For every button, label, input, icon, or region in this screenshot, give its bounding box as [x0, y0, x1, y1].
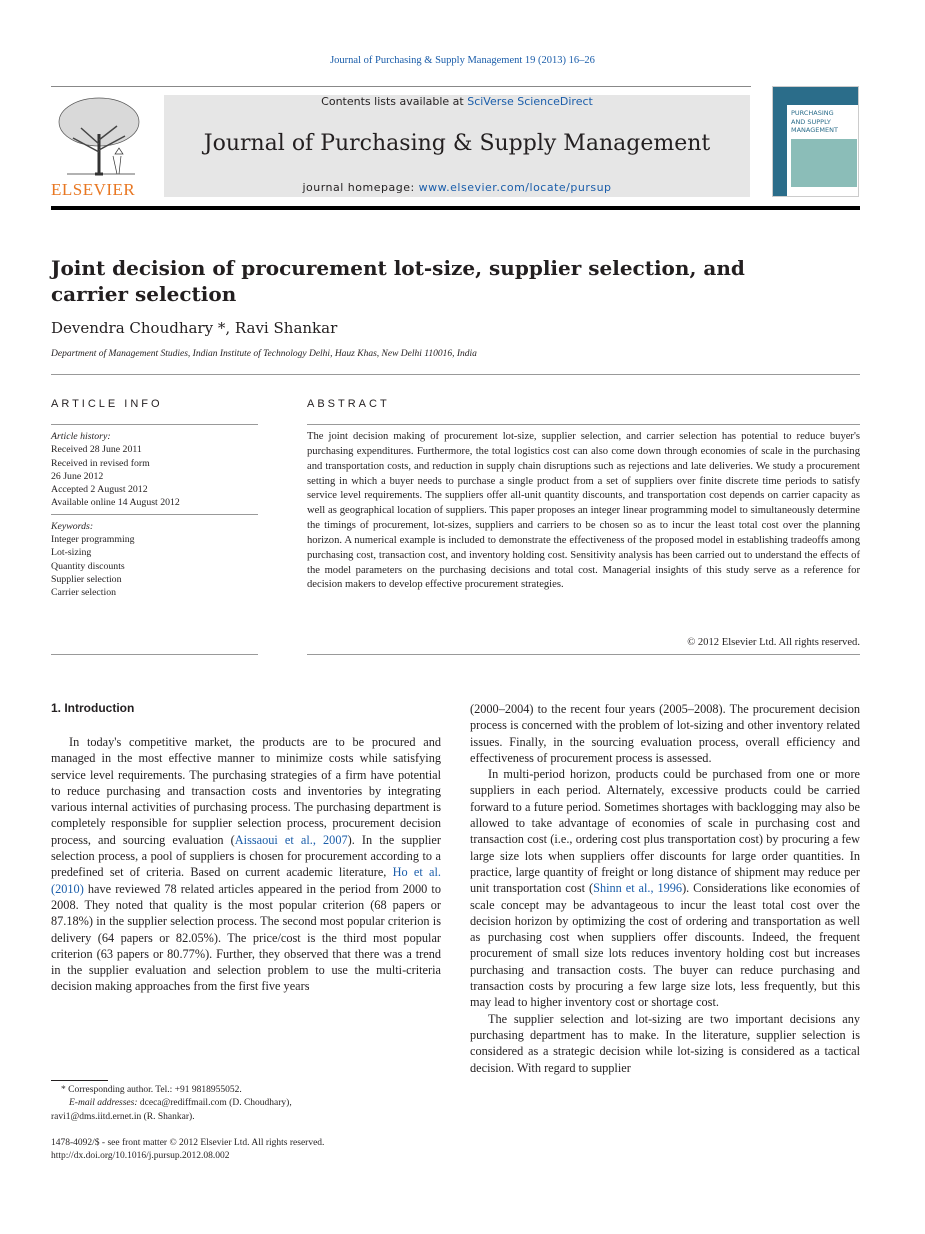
- email-address[interactable]: dceca@rediffmail.com (D. Choudhary),: [137, 1098, 292, 1109]
- paragraph: [470, 766, 860, 1010]
- doi-link[interactable]: http://dx.doi.org/10.1016/j.pursup.2012.08.002: [51, 1151, 230, 1162]
- corresponding-author-note: * Corresponding author. Tel.: +91 9818955052.: [61, 1085, 242, 1095]
- contents-prefix: Contents lists available at: [321, 95, 468, 108]
- footnotes: [51, 1084, 441, 1124]
- contents-line: [164, 95, 750, 108]
- body-text: In multi-period horizon, products could be purchased from one or more suppliers in each period. Alternately, excessive products could be carried forward to a future period. Sometimes shortages with backlogging may also be allowed to take advantage of economies of scale in purchasing cost and transaction cost (i.e., ordering cost plus transportation cost) by procuring a few large size lots when suppliers offer discounts for large order quantities. In practice, large quantity of freight or long distance of shipment may reduce per unit transportation cost (: [470, 767, 860, 896]
- body-text: In today's competitive market, the products are to be procured and managed in the most effective manner to minimize costs while satisfying service level requirements. The purchasing strategies of a firm have potential to reduce purchasing and transaction costs and inventories by integrating various internal activities of purchasing process. The purchasing department is completely responsible for supplier selection process, procurement decision process, and sourcing evaluation (: [51, 735, 441, 847]
- journal-header-banner: [164, 95, 750, 197]
- cover-title-line: AND SUPPLY: [791, 117, 831, 126]
- affiliation-rule: [51, 374, 860, 375]
- cover-title-line: MANAGEMENT: [791, 126, 838, 134]
- email-address[interactable]: ravi1@dms.iitd.ernet.in (R. Shankar).: [51, 1111, 195, 1122]
- keyword: Supplier selection: [51, 573, 122, 585]
- cover-topbar: [773, 87, 858, 105]
- cover-artwork: [791, 139, 857, 187]
- footnote-rule: [51, 1080, 108, 1081]
- elsevier-wordmark: ELSEVIER: [51, 180, 136, 199]
- header-thick-rule: [51, 206, 860, 210]
- article-info-rule-top: [51, 424, 258, 425]
- cover-sidebar: [773, 105, 787, 197]
- sciencedirect-link[interactable]: SciVerse ScienceDirect: [467, 95, 593, 108]
- header-rule: [51, 86, 751, 87]
- keywords-label: Keywords:: [51, 520, 94, 532]
- abstract-heading: ABSTRACT: [307, 398, 390, 410]
- copyright: © 2012 Elsevier Ltd. All rights reserved.: [687, 637, 860, 648]
- keyword: Quantity discounts: [51, 560, 125, 572]
- body-text: have reviewed 78 related articles appeared in the period from 2000 to 2008. They noted that quality is the most popular criterion (68 papers or 87.18%) in the supplier selection process. The second most popular criterion is delivery (64 papers or 82.05%). The price/cost is the third most popular criterion (63 papers or 80.77%). Further, they observed that there was a trend in the supplier evaluation and selection problem to use the multi-criteria decision making approaches from the first five years: [51, 881, 441, 994]
- history-item: 26 June 2012: [51, 470, 104, 482]
- body-column-left: [51, 734, 441, 995]
- affiliation: Department of Management Studies, Indian Institute of Technology Delhi, Hauz Khas, New Delhi 110016, India: [51, 349, 477, 359]
- citation-link[interactable]: Aissaoui et al., 2007: [234, 832, 348, 847]
- body-text: ). Considerations like economies of scale concept may be advantageous to incur the least total cost over the decision horizon by optimizing the cost of ordering and transportation as well as purchasing cost when suppliers offer discounts. Indeed, the frequent procurement of small size lots reduces inventory holding cost but increases purchasing and transaction costs. The buyer can reduce purchasing and transaction costs by procuring a few large size lots, less frequently, but this may lead to higher inventory cost or shortage cost.: [470, 881, 860, 1010]
- cover-title: [791, 109, 838, 135]
- paragraph: The supplier selection and lot-sizing are two important decisions any purchasing department has to make. In the literature, supplier selection is considered as a strategic decision while lot-sizing is considered as a tactical decision. With regard to supplier: [470, 1011, 860, 1075]
- citation-link[interactable]: Shinn et al., 1996: [593, 881, 683, 896]
- body-text: ). In the supplier selection process, a pool of suppliers is chosen for procurement according to a predefined set of criteria. Based on current academic literature,: [51, 832, 441, 880]
- journal-title: Journal of Purchasing & Supply Management: [203, 131, 711, 156]
- journal-reference[interactable]: Journal of Purchasing & Supply Management 19 (2013) 16–26: [330, 55, 595, 66]
- body-column-right: [470, 701, 860, 1076]
- homepage-prefix: journal homepage:: [302, 181, 419, 194]
- keyword: Integer programming: [51, 534, 135, 546]
- article-info-heading: ARTICLE INFO: [51, 398, 163, 410]
- abstract-text: The joint decision making of procurement lot-size, supplier selection, and carrier selection has potential to reduce buyer's purchasing expenditures. Furthermore, the total logistics cost can also come down through economies of scale in the purchasing and transportation costs, and reduction in supply chain disruptions such as rejections and late deliveries. We study a procurement setting in which a buyer needs to purchase a single product from a set of suppliers over finite discrete time periods to satisfy service level requirements. The suppliers offer all-unit quantity discounts, and transportation cost depends on carrier capacity as well as geographical location of suppliers. This paper proposes an integer linear programming model to simultaneously determine the timings of procurement, lot-sizes, suppliers and carriers to be chosen so as to incur the least total cost over the planning horizon. A numerical example is included to demonstrate the effectiveness of the proposed model in establishing tradeoffs among purchasing cost, transaction cost, and inventory holding cost. Sensitivity analysis has been carried out to understand the effects of the model parameters on the purchasing decisions and total cost. Managerial insights of this study serve as a reference for decision makers to develop effective procurement strategies.: [307, 431, 860, 591]
- article-info-rule-mid: [51, 514, 258, 515]
- article-info: [51, 430, 258, 600]
- section-heading-introduction: 1. Introduction: [51, 701, 135, 715]
- keyword: Carrier selection: [51, 587, 117, 599]
- cover-title-line: PURCHASING: [791, 109, 834, 117]
- homepage-line: [164, 181, 750, 194]
- history-label: Article history:: [51, 431, 111, 442]
- history-item: Available online 14 August 2012: [51, 497, 180, 509]
- citation-link[interactable]: Ho et al. (2010): [51, 865, 441, 896]
- keyword: Lot-sizing: [51, 547, 92, 559]
- email-label: E-mail addresses:: [69, 1098, 138, 1109]
- paragraph: (2000–2004) to the recent four years (2005–2008). The procurement decision process is concerned with the problem of lot-sizing and other inventory related issues. Finally, in the sourcing evaluation process, overall efficiency and effectiveness of procurement process is assessed.: [470, 702, 860, 765]
- authors: Devendra Choudhary *, Ravi Shankar: [51, 319, 338, 337]
- article-info-rule-bottom: [51, 654, 258, 655]
- journal-cover-thumbnail: [772, 86, 859, 197]
- homepage-link[interactable]: www.elsevier.com/locate/pursup: [418, 181, 612, 194]
- history-item: Received in revised form: [51, 457, 150, 469]
- abstract-rule-bottom: [307, 654, 860, 655]
- email-line: [51, 1097, 441, 1110]
- history-item: Accepted 2 August 2012: [51, 484, 148, 496]
- issn-block: [51, 1137, 471, 1164]
- article-title: Joint decision of procurement lot-size, supplier selection, and carrier selection: [51, 256, 745, 306]
- issn-line: 1478-4092/$ - see front matter © 2012 Elsevier Ltd. All rights reserved.: [51, 1138, 325, 1148]
- history-item: Received 28 June 2011: [51, 444, 142, 456]
- abstract-rule-top: [307, 424, 860, 425]
